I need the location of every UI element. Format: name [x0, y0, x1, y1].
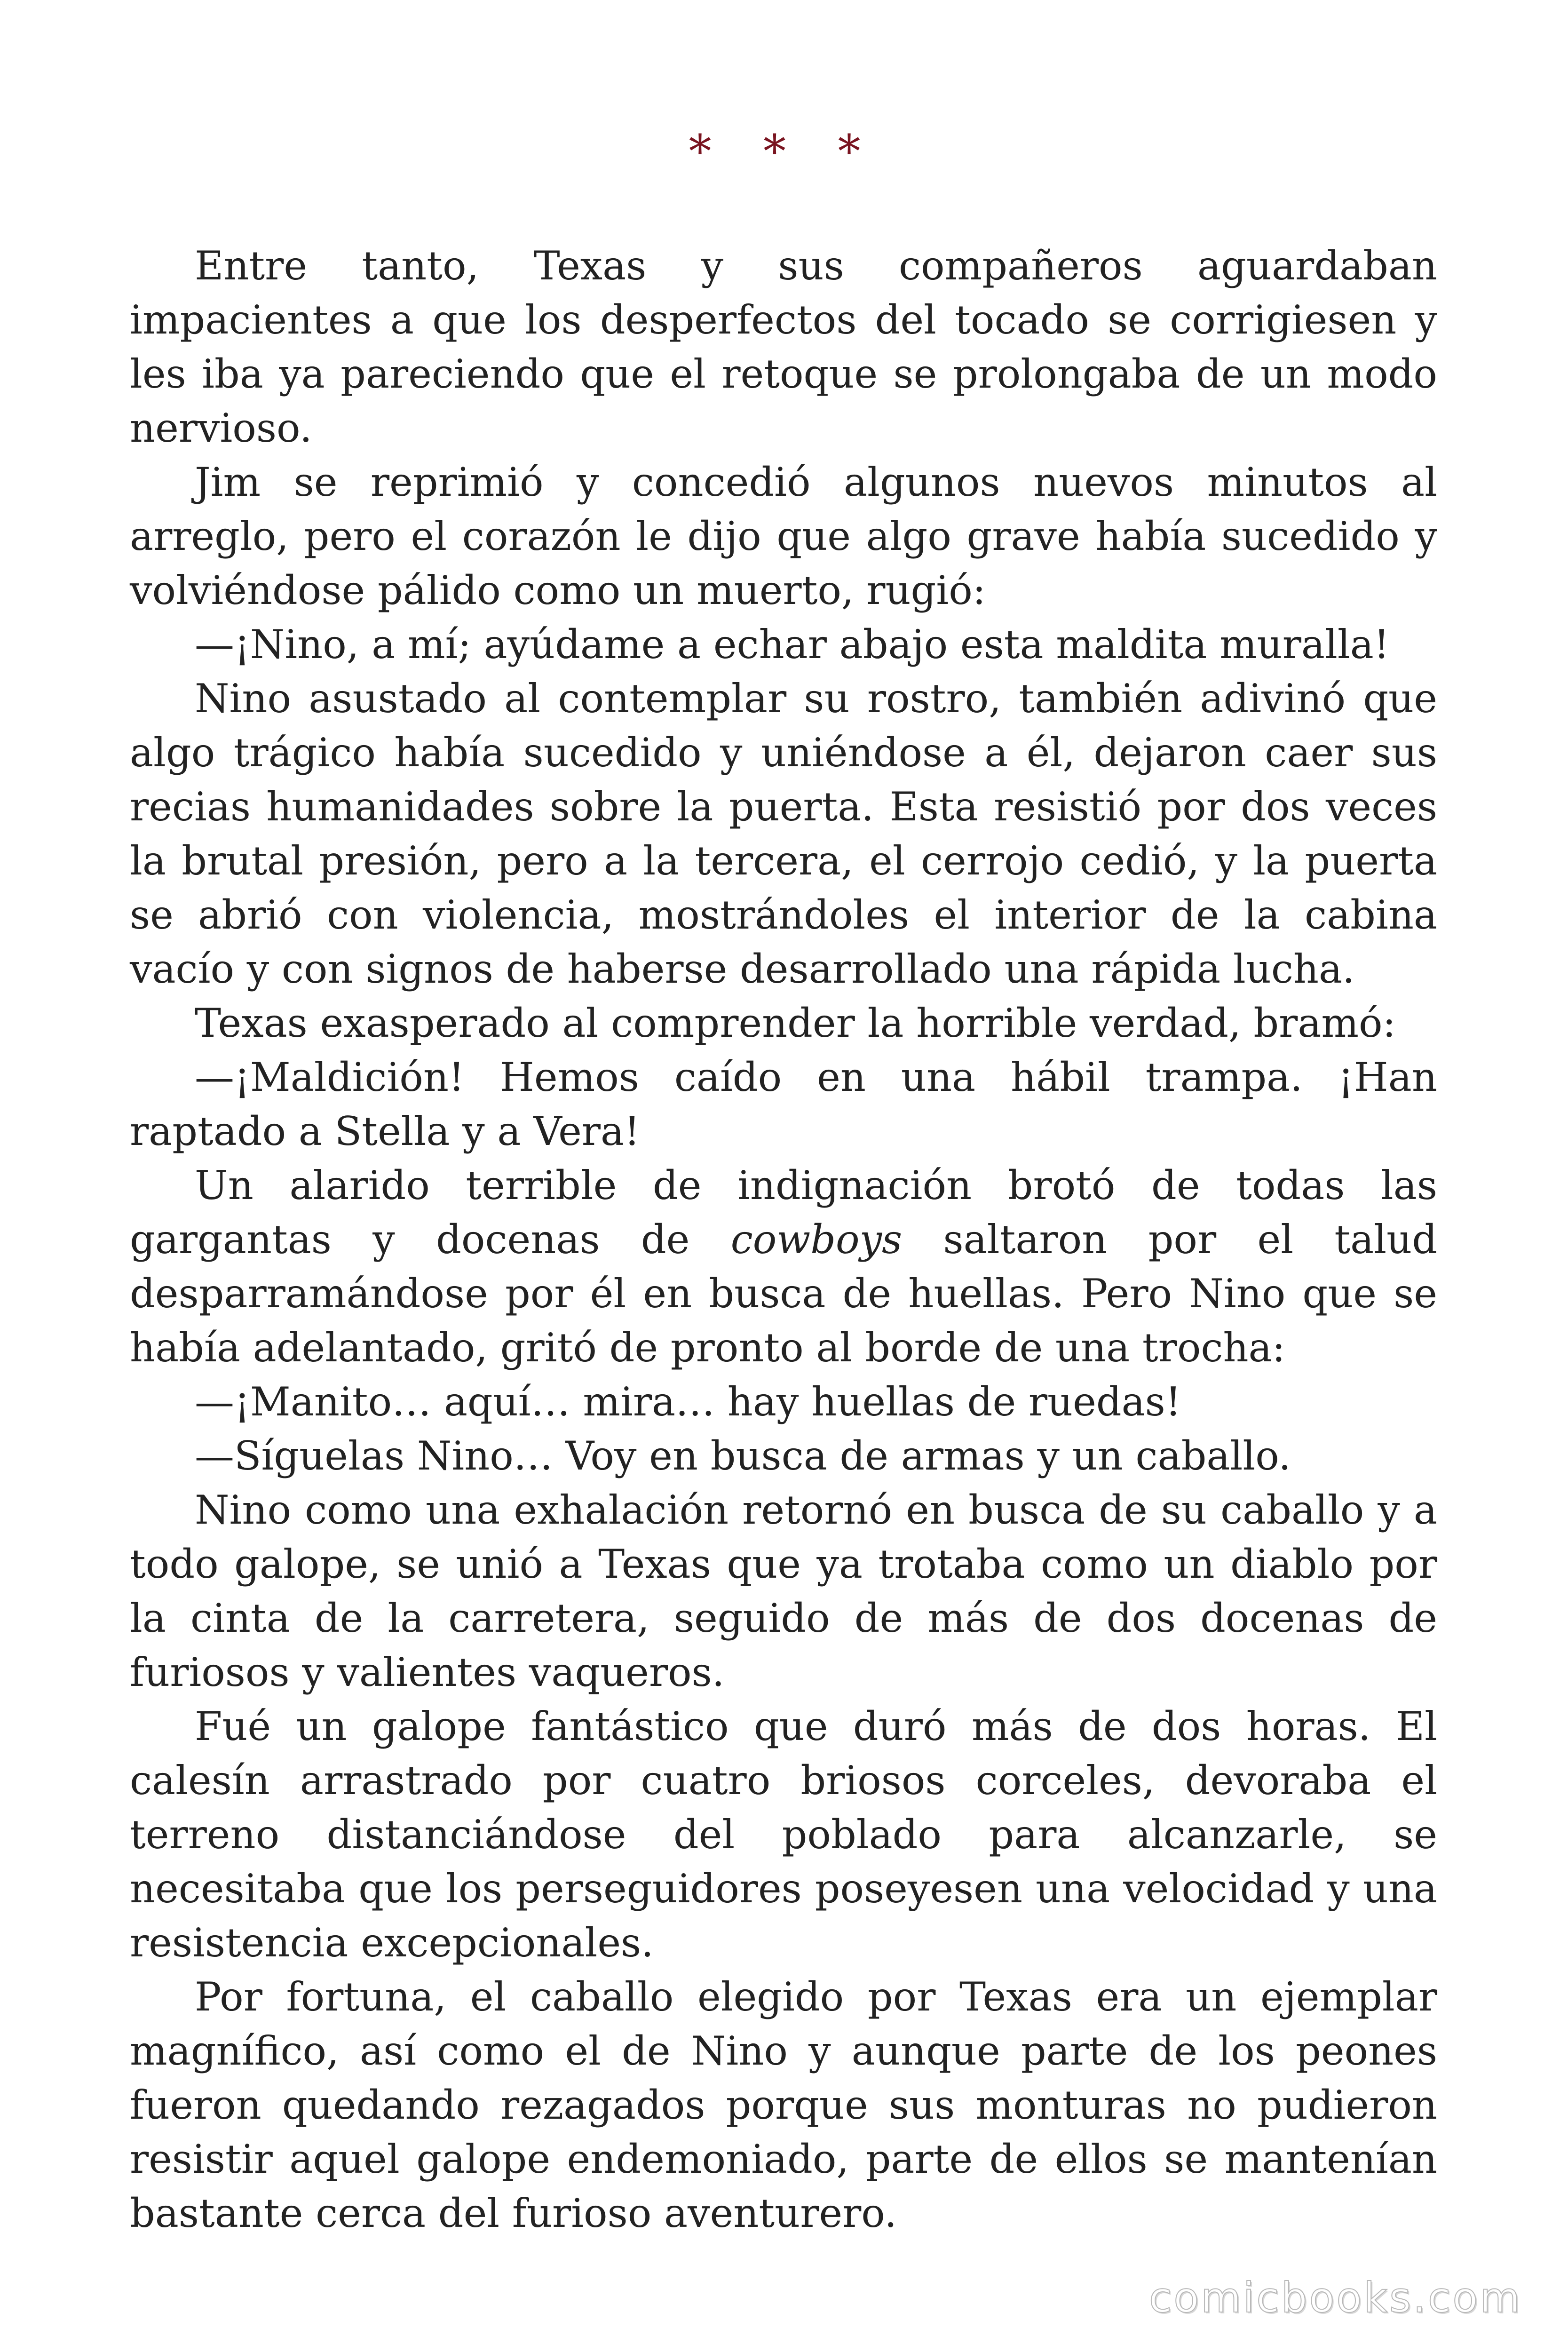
body-text: [130, 239, 1437, 2241]
paragraph: Jim se reprimió y concedió algunos nuevos minutos al arreglo, pero el corazón le dijo que algo grave había sucedido y volviéndose pálido como un muerto, rugió:: [130, 459, 1437, 613]
paragraph: [130, 1159, 1437, 1375]
paragraph-text-start: Un alarido terrible de indignación brotó de todas las gargantas y docenas de: [130, 1162, 1437, 1263]
paragraph: Nino asustado al contemplar su rostro, también adivinó que algo trágico había sucedido y uniéndose a él, dejaron caer sus recias humanidades sobre la puerta. Esta resistió por dos veces la brutal presión, pero a la tercera, el cerrojo cedió, y la puerta se abrió con violencia, mostrándoles el interior de la cabina vacío y con signos de haberse desarrollado una rápida lucha.: [130, 675, 1437, 992]
paragraph: Entre tanto, Texas y sus compañeros aguardaban impacientes a que los desperfectos del tocado se corrigiesen y les iba ya pareciendo que el retoque se prolongaba de un modo nervioso.: [130, 243, 1437, 451]
italic-word: cowboys: [730, 1216, 903, 1263]
dialogue-line: —¡Nino, a mí; ayúdame a echar abajo esta maldita muralla!: [195, 621, 1390, 667]
dialogue-line: —¡Maldición! Hemos caído en una hábil trampa. ¡Han raptado a Stella y a Vera!: [130, 1054, 1437, 1154]
dialogue-line: —¡Manito… aquí… mira… hay huellas de ruedas!: [195, 1379, 1181, 1425]
paragraph: Texas exasperado al comprender la horrible verdad, bramó:: [195, 1000, 1396, 1046]
dialogue-line: —Síguelas Nino… Voy en busca de armas y un caballo.: [195, 1433, 1291, 1479]
watermark: comicbooks.com: [1148, 2273, 1522, 2322]
paragraph: Fué un galope fantástico que duró más de dos horas. El calesín arrastrado por cuatro briosos corceles, devoraba el terreno distanciándose del poblado para alcanzarle, se necesitaba que los perseguidores poseyesen una velocidad y una resistencia excepcionales.: [130, 1703, 1437, 1966]
paragraph-text-end: saltaron por el talud desparramándose por él en busca de huellas. Pero Nino que se había adelantado, gritó de pronto al borde de una trocha:: [130, 1216, 1438, 1371]
paragraph: Nino como una exhalación retornó en busca de su caballo y a todo galope, se unió a Texas que ya trotaba como un diablo por la cinta de la carretera, seguido de más de dos docenas de furiosos y valientes vaqueros.: [130, 1487, 1437, 1695]
paragraph: Por fortuna, el caballo elegido por Texas era un ejemplar magnífico, así como el de Nino y aunque parte de los peones fueron quedando rezagados porque sus monturas no pudieron resistir aquel galope endemoniado, parte de ellos se mantenían bastante cerca del furioso aventurero.: [130, 1974, 1437, 2236]
section-break-ornament: * * *: [689, 125, 879, 178]
